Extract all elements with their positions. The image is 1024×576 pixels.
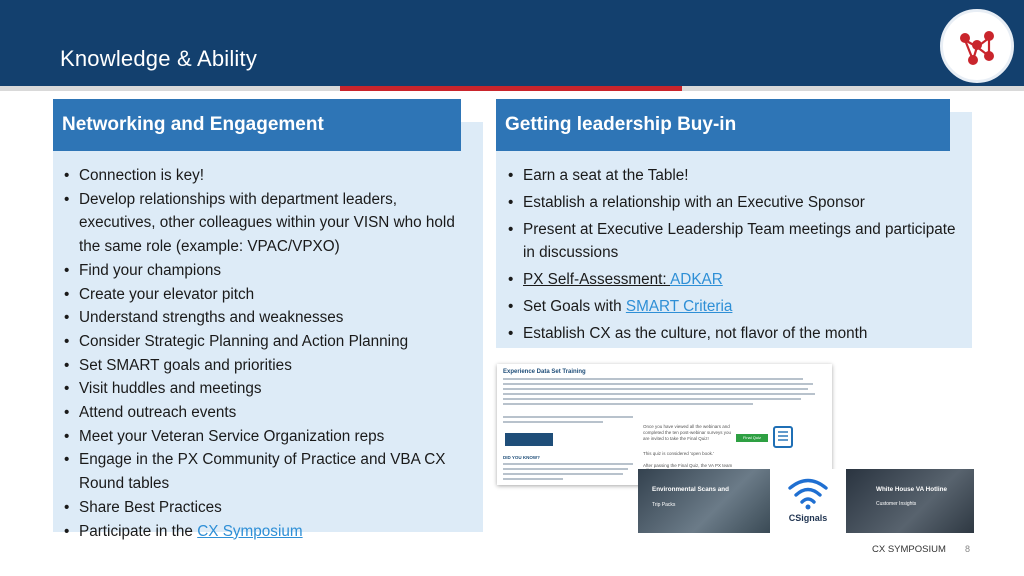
- list-item: [503, 295, 965, 318]
- list-item: • Present at Executive Leadership Team meetings and participate in discussions: [503, 218, 965, 265]
- list-item: • Establish a relationship with an Executive Sponsor: [503, 191, 965, 214]
- networking-list: [59, 164, 475, 543]
- list-item-text: Participate in the: [79, 522, 198, 540]
- csignals-tile: [778, 469, 838, 533]
- list-item: [503, 268, 965, 291]
- tile-sublabel: Customer Insights: [876, 501, 917, 507]
- buy-in-list: [503, 164, 965, 349]
- did-you-know-label: DID YOU KNOW?: [503, 455, 540, 460]
- environmental-scans-tile: [638, 469, 770, 533]
- screenshot-banner: [505, 433, 553, 446]
- adkar-link[interactable]: ADKAR: [670, 271, 723, 289]
- text-line: [503, 378, 803, 380]
- list-item: • Share Best Practices: [59, 496, 475, 520]
- list-item: • Develop relationships with department leaders, executives, other colleagues within your VISN who hold the same role (example: VPAC/VPXO): [59, 188, 475, 259]
- screenshot-quote: Once you have viewed all the webinars and completed the ten post-webinar surveys you are invited to take the Final Quiz!: [643, 424, 732, 441]
- wifi-signal-icon: [786, 473, 830, 511]
- list-item: • Engage in the PX Community of Practice and VBA CX Round tables: [59, 448, 475, 495]
- checklist-document-icon: [773, 426, 793, 448]
- list-item: • Find your champions: [59, 259, 475, 283]
- list-item: • Set SMART goals and priorities: [59, 354, 475, 378]
- list-item: • Establish CX as the culture, not flavor of the month: [503, 322, 965, 345]
- list-item: • Visit huddles and meetings: [59, 377, 475, 401]
- networking-panel-title: Networking and Engagement: [53, 99, 461, 151]
- list-item: [59, 520, 475, 544]
- smart-criteria-link[interactable]: SMART Criteria: [625, 298, 733, 316]
- screenshot-quote: This quiz is considered 'open book.': [643, 451, 715, 456]
- list-item: • Create your elevator pitch: [59, 283, 475, 307]
- list-item: • Connection is key!: [59, 164, 475, 188]
- header-stripe-accent: [340, 86, 682, 91]
- text-line: [503, 468, 628, 470]
- page-number: 8: [965, 544, 971, 554]
- footer-label: CX SYMPOSIUM: [872, 544, 946, 555]
- text-line: [503, 398, 801, 400]
- final-quiz-button: [736, 434, 768, 442]
- text-line: [503, 416, 633, 418]
- text-line: [503, 403, 753, 405]
- csignals-label: CSignals: [788, 513, 828, 523]
- white-house-hotline-tile: [846, 469, 974, 533]
- cx-symposium-link[interactable]: CX Symposium: [197, 522, 303, 540]
- final-quiz-label: Final Quiz: [742, 435, 761, 440]
- list-item-text: Set Goals with: [523, 298, 626, 316]
- list-item: • Attend outreach events: [59, 401, 475, 425]
- header-stripe: [0, 86, 1024, 91]
- text-line: [503, 463, 633, 465]
- text-line: [503, 383, 813, 385]
- text-line: [503, 421, 603, 423]
- screenshot-quote: After passing the Final Quiz, the VA PX team: [643, 463, 733, 468]
- list-item: • Consider Strategic Planning and Action Planning: [59, 330, 475, 354]
- network-people-icon: [940, 9, 1014, 83]
- list-item-text: PX Self-Assessment:: [523, 271, 671, 289]
- list-item: • Meet your Veteran Service Organization reps: [59, 425, 475, 449]
- tile-sublabel: Trip Packs: [652, 502, 676, 508]
- text-line: [503, 473, 623, 475]
- image-strip: [638, 469, 974, 533]
- screenshot-title: Experience Data Set Training: [503, 369, 586, 375]
- buy-in-panel-title: Getting leadership Buy-in: [496, 99, 950, 151]
- list-item: • Understand strengths and weaknesses: [59, 306, 475, 330]
- header-bar: [0, 0, 1024, 86]
- list-item: • Earn a seat at the Table!: [503, 164, 965, 187]
- text-line: [503, 478, 563, 480]
- text-line: [503, 388, 808, 390]
- tile-label: Environmental Scans and: [652, 486, 729, 493]
- training-screenshot: [497, 364, 832, 485]
- tile-label: White House VA Hotline: [876, 486, 948, 493]
- page-title: Knowledge & Ability: [60, 46, 258, 71]
- text-line: [503, 393, 815, 395]
